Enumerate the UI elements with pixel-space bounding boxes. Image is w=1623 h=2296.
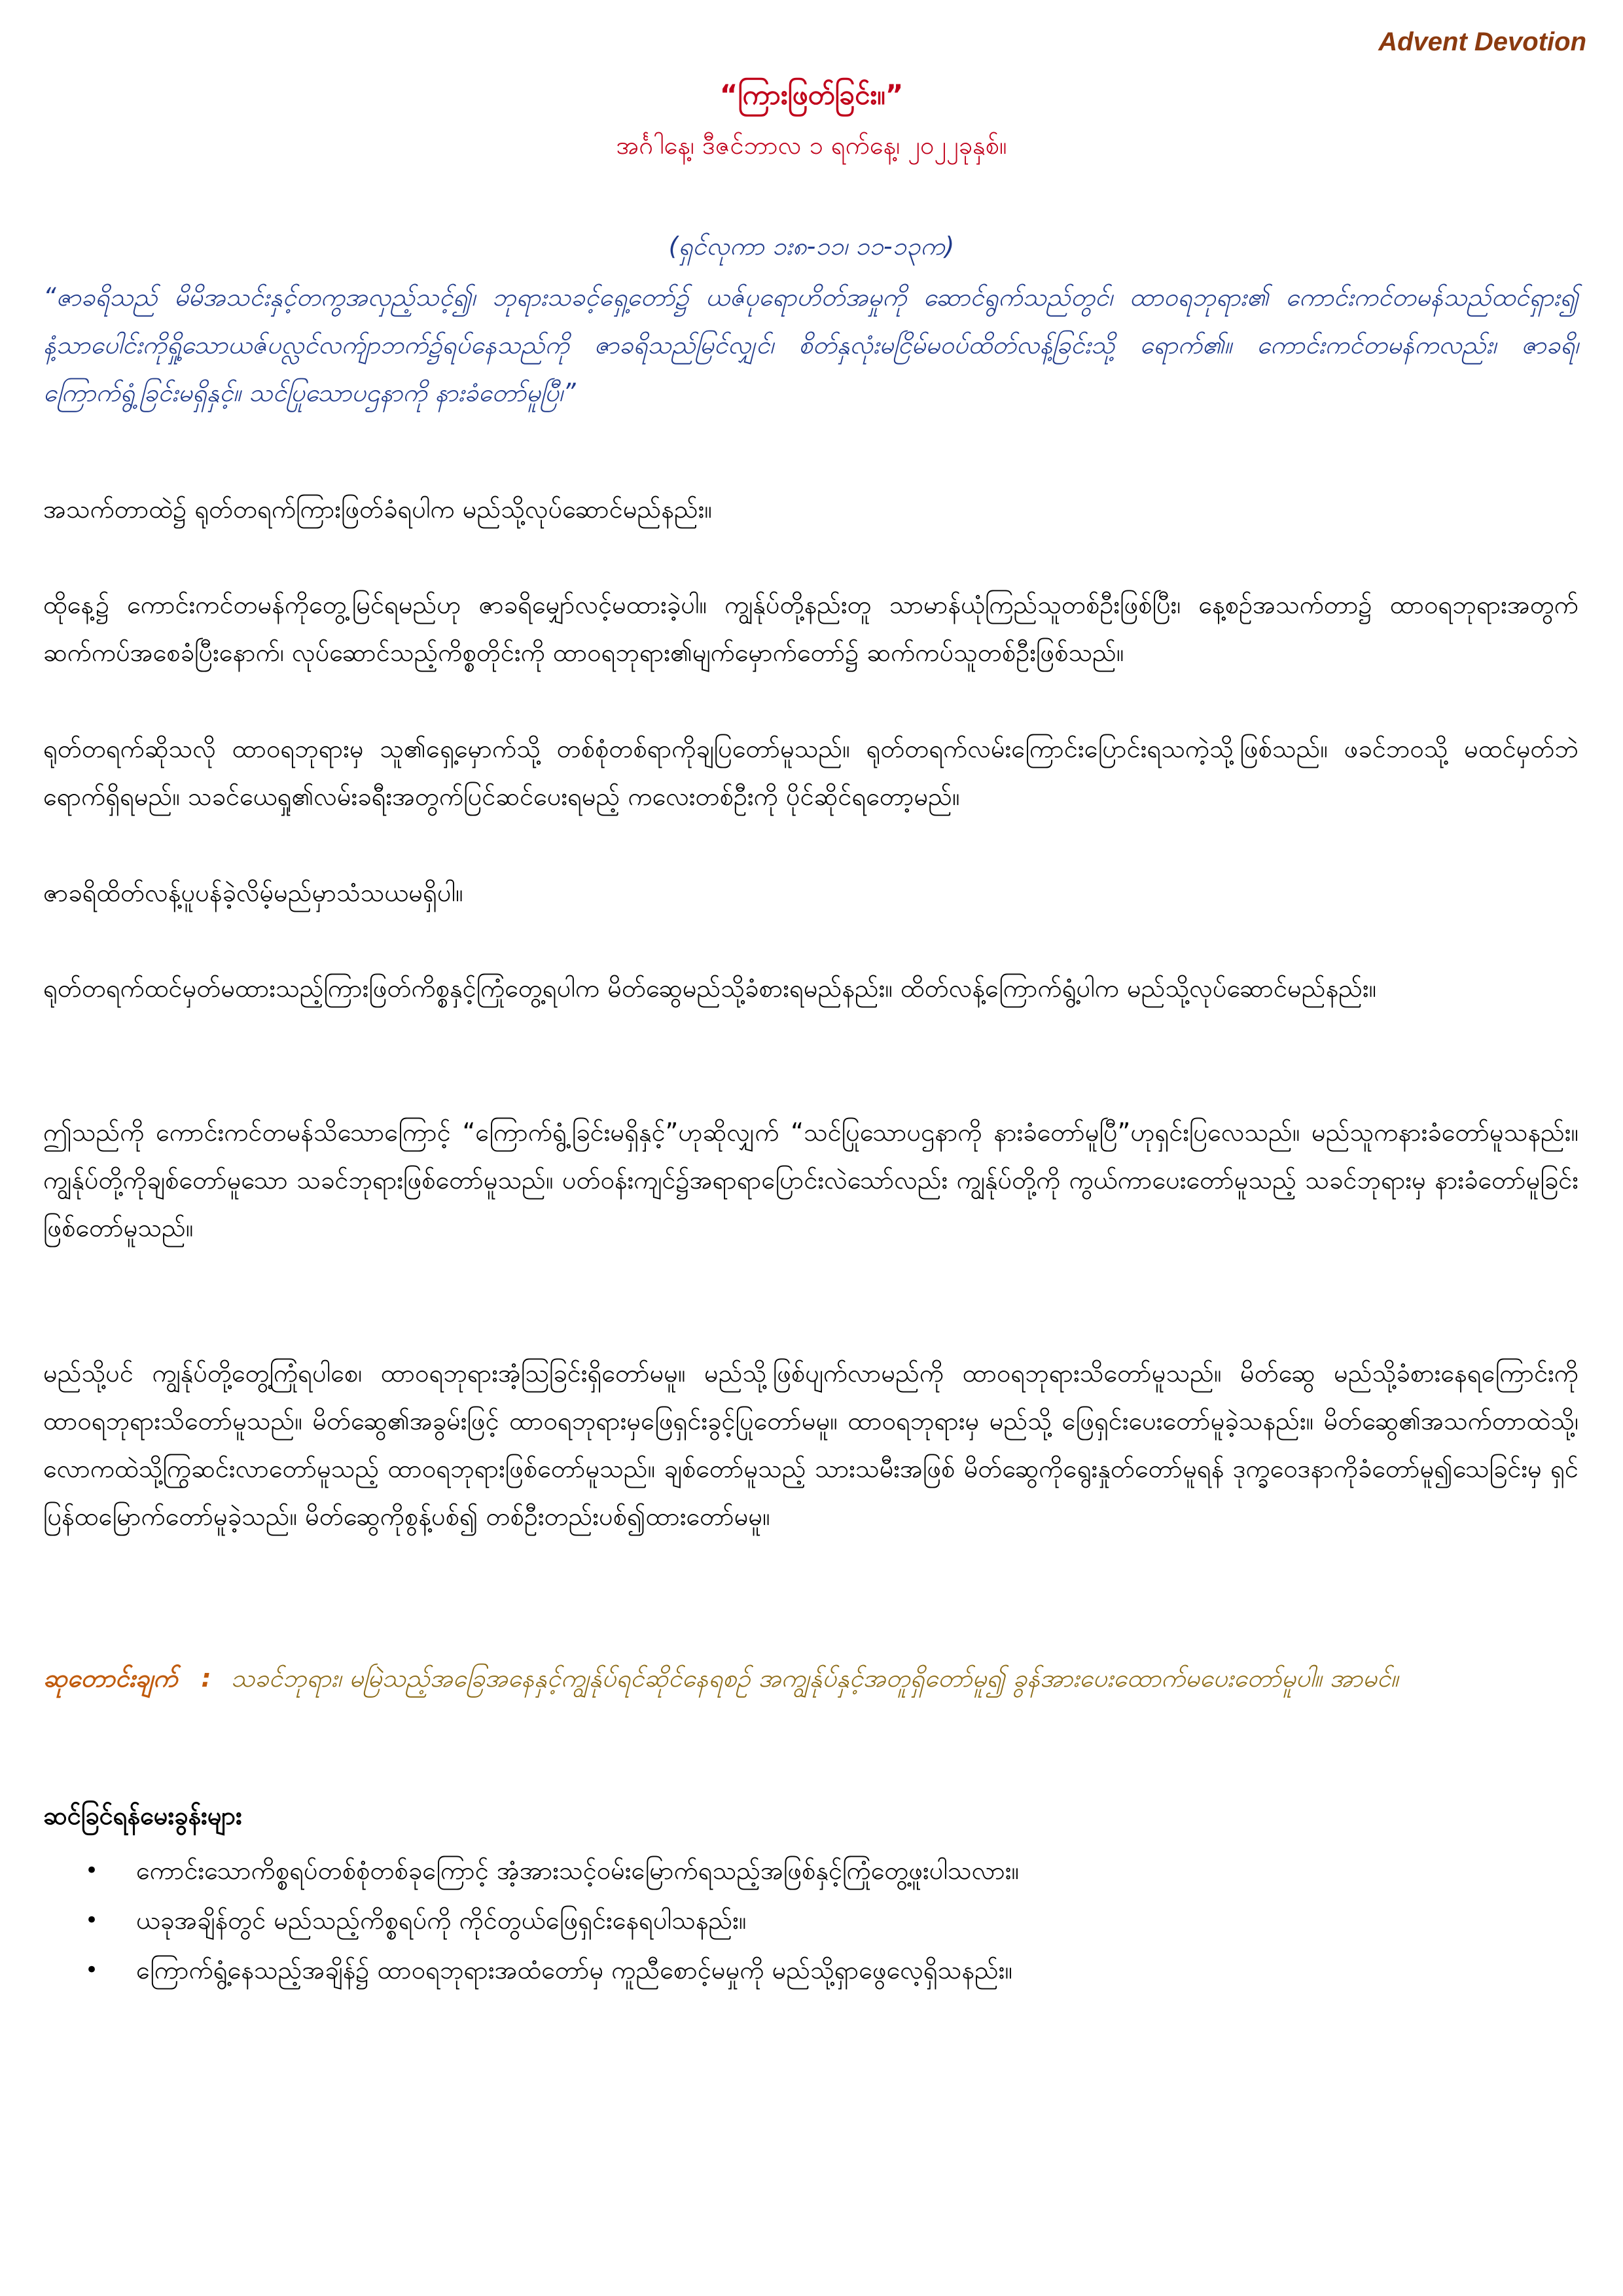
body-paragraph-3: ရုတ်တရက်ဆိုသလို ထာဝရဘုရားမှ သူ၏ရှေ့မှောက်သို့ တစ်စုံတစ်ရာကိုချပြတော်မူသည်။ ရုတ်တရက်လမ်းကြောင်းပြောင်းရသကဲ့သို့ဖြစ်သည်။ ဖခင်ဘဝသို့ မထင်မှတ်ဘဲရောက်ရှိရမည်။ သခင်ယေရှု၏လမ်းခရီးအတွက်ပြင်ဆင်ပေးရမည့် ကလေးတစ်ဦးကို ပိုင်ဆိုင်ရတော့မည်။: [43, 734, 1578, 811]
body-paragraph-7: မည်သို့ပင် ကျွန်ုပ်တို့တွေ့ကြုံရပါစေ၊ ထာဝရဘုရားအံ့သြခြင်းရှိတော်မမူ။ မည်သို့ဖြစ်ပျက်လာမည်ကို ထာဝရဘုရားသိတော်မူသည်။ မိတ်ဆွေ မည်သို့ခံစားနေရကြောင်းကို ထာဝရဘုရားသိတော်မူသည်။ မိတ်ဆွေ၏အခွမ်းဖြင့် ထာဝရဘုရားမှဖြေရှင်းခွင့်ပြုတော်မမူ။ ထာဝရဘုရားမှ မည်သို့ ဖြေရှင်းပေးတော်မူခဲ့သနည်း။ မိတ်ဆွေ၏အသက်တာထဲသို့၊ လောကထဲသို့ကြွဆင်းလာတော်မူသည့် ထာဝရဘုရားဖြစ်တော်မူသည်။ ချစ်တော်မူသည့် သားသမီးအဖြစ် မိတ်ဆွေကိုရွေးနှုတ်တော်မူရန် ဒုက္ခဝေဒနာကိုခံတော်မူ၍သေခြင်းမှ ရှင်ပြန်ထမြောက်တော်မူခဲ့သည်။ မိတ်ဆွေကိုစွန့်ပစ်၍ တစ်ဦးတည်းပစ်၍ထားတော်မမူ။: [43, 1359, 1578, 1531]
questions-heading: ဆင်ခြင်ရန်မေးခွန်းများ: [43, 1801, 242, 1830]
scripture-reference: (ရှင်လုကာ ၁း၈-၁၁၊ ၁၁-၁၃က): [668, 232, 955, 260]
prayer-separator: :: [201, 1664, 211, 1693]
question-item: [85, 1945, 1558, 1995]
body-paragraph-6: ဤသည်ကို ကောင်းကင်တမန်သိသောကြောင့် “ကြောက်ရွံ့ခြင်းမရှိနှင့်”ဟုဆိုလျှက် “သင်ပြုသောပဌနာကို နားခံတော်မူပြီ”ဟုရှင်းပြလေသည်။ မည်သူကနားခံတော်မူသနည်း။ ကျွန်ုပ်တို့ကိုချစ်တော်မူသော သခင်ဘုရားဖြစ်တော်မူသည်။ ပတ်ဝန်းကျင်၌အရာရာပြောင်းလဲသော်လည်း ကျွန်ုပ်တို့ကို ကွယ်ကာပေးတော်မူသည့် သခင်ဘုရားမှ နားခံတော်မူခြင်းဖြစ်တော်မူသည်။: [43, 1118, 1578, 1242]
prayer-label: ဆုတောင်းချက်: [43, 1664, 178, 1693]
scripture-text: “ဇာခရိသည် မိမိအသင်းနှင့်တကွအလှည့်သင့်၍၊ ဘုရားသခင့်ရှေ့တော်၌ ယဇ်ပုရောဟိတ်အမှုကို ဆောင်ရွက်သည်တွင်၊ ထာဝရဘုရား၏ ကောင်းကင်တမန်သည်ထင်ရှား၍ နံ့သာပေါင်းကိုရှို့သောယဇ်ပလ္လင်လက်ျာဘက်၌ရပ်နေသည်ကို ဇာခရိသည်မြင်လျှင်၊ စိတ်နှလုံးမငြိမ်မဝပ်ထိတ်လန့်ခြင်းသို့ ရောက်၏။ ကောင်းကင်တမန်ကလည်း၊ ဇာခရိ၊ ကြောက်ရွံ့ခြင်းမရှိနှင့်။ သင်ပြုသောပဌနာကို နားခံတော်မူပြီ၊”: [43, 283, 1578, 407]
date-line: အင်္ဂါနေ့၊ ဒီဇင်ဘာလ ၁ ရက်နေ့၊ ၂၀၂၂ခုနှစ်။: [616, 131, 1007, 160]
body-paragraph-5: ရုတ်တရက်ထင်မှတ်မထားသည့်ကြားဖြတ်ကိစ္စနှင့်ကြုံတွေ့ရပါက မိတ်ဆွေမည်သို့ခံစားရမည်နည်း။ ထိတ်လန့်ကြောက်ရွံ့ပါက မည်သို့လုပ်ဆောင်မည်နည်း။: [43, 974, 1377, 1003]
body-paragraph-2: ထိုနေ့၌ ကောင်းကင်တမန်ကိုတွေ့မြင်ရမည်ဟု ဇာခရိမျှော်လင့်မထားခဲ့ပါ။ ကျွန်ုပ်တို့နည်းတူ သာမာန်ယုံကြည်သူတစ်ဦးဖြစ်ပြီး၊ နေ့စဉ်အသက်တာ၌ ထာဝရဘုရားအတွက် ဆက်ကပ်အစေခံပြီးနောက်၊ လုပ်ဆောင်သည့်ကိစ္စတိုင်းကို ထာဝရဘုရား၏မျက်မှောက်တော်၌ ဆက်ကပ်သူတစ်ဦးဖြစ်သည်။: [43, 590, 1578, 667]
body-paragraph-4: ဇာခရိထိတ်လန့်ပူပန်ခဲ့လိမ့်မည်မှာသံသယမရှိပါ။: [43, 878, 463, 907]
bullet-icon: •: [85, 1957, 99, 1983]
question-text: ယခုအချိန်တွင် မည်သည့်ကိစ္စရပ်ကို ကိုင်တွယ်ဖြေရှင်းနေရပါသနည်း။: [136, 1906, 747, 1935]
questions-list: [85, 1846, 1558, 1995]
prayer: [43, 1655, 1578, 1702]
question-item: [85, 1895, 1558, 1945]
bullet-icon: •: [85, 1857, 99, 1884]
bullet-icon: •: [85, 1907, 99, 1933]
body-paragraph-1: အသက်တာထဲ၌ ရုတ်တရက်ကြားဖြတ်ခံရပါက မည်သို့လုပ်ဆောင်မည်နည်း။: [43, 495, 712, 524]
question-text: ကြောက်ရွံ့နေသည့်အချိန်၌ ထာဝရဘုရားအထံတော်မှ ကူညီစောင့်မမှုကို မည်သို့ရှာဖွေလေ့ရှိသနည်း။: [136, 1956, 1012, 1984]
prayer-text: သခင်ဘုရား၊ မမြဲသည့်အခြေအနေနှင့်ကျွန်ုပ်ရင်ဆိုင်နေရစဉ် အကျွန်ုပ်နှင့်အတူရှိတော်မူ၍ ခွန်အားပေးထောက်မပေးတော်မူပါ။ အာမင်။: [230, 1664, 1399, 1693]
devotion-title: “ကြားဖြတ်ခြင်း။”: [719, 79, 904, 111]
question-text: ကောင်းသောကိစ္စရပ်တစ်စုံတစ်ခုကြောင့် အံ့အားသင့်ဝမ်းမြောက်ရသည့်အဖြစ်နှင့်ကြုံတွေ့ဖူးပါသလား။: [136, 1856, 1020, 1885]
question-item: [85, 1846, 1558, 1895]
header-tag: Advent Devotion: [1378, 27, 1586, 56]
